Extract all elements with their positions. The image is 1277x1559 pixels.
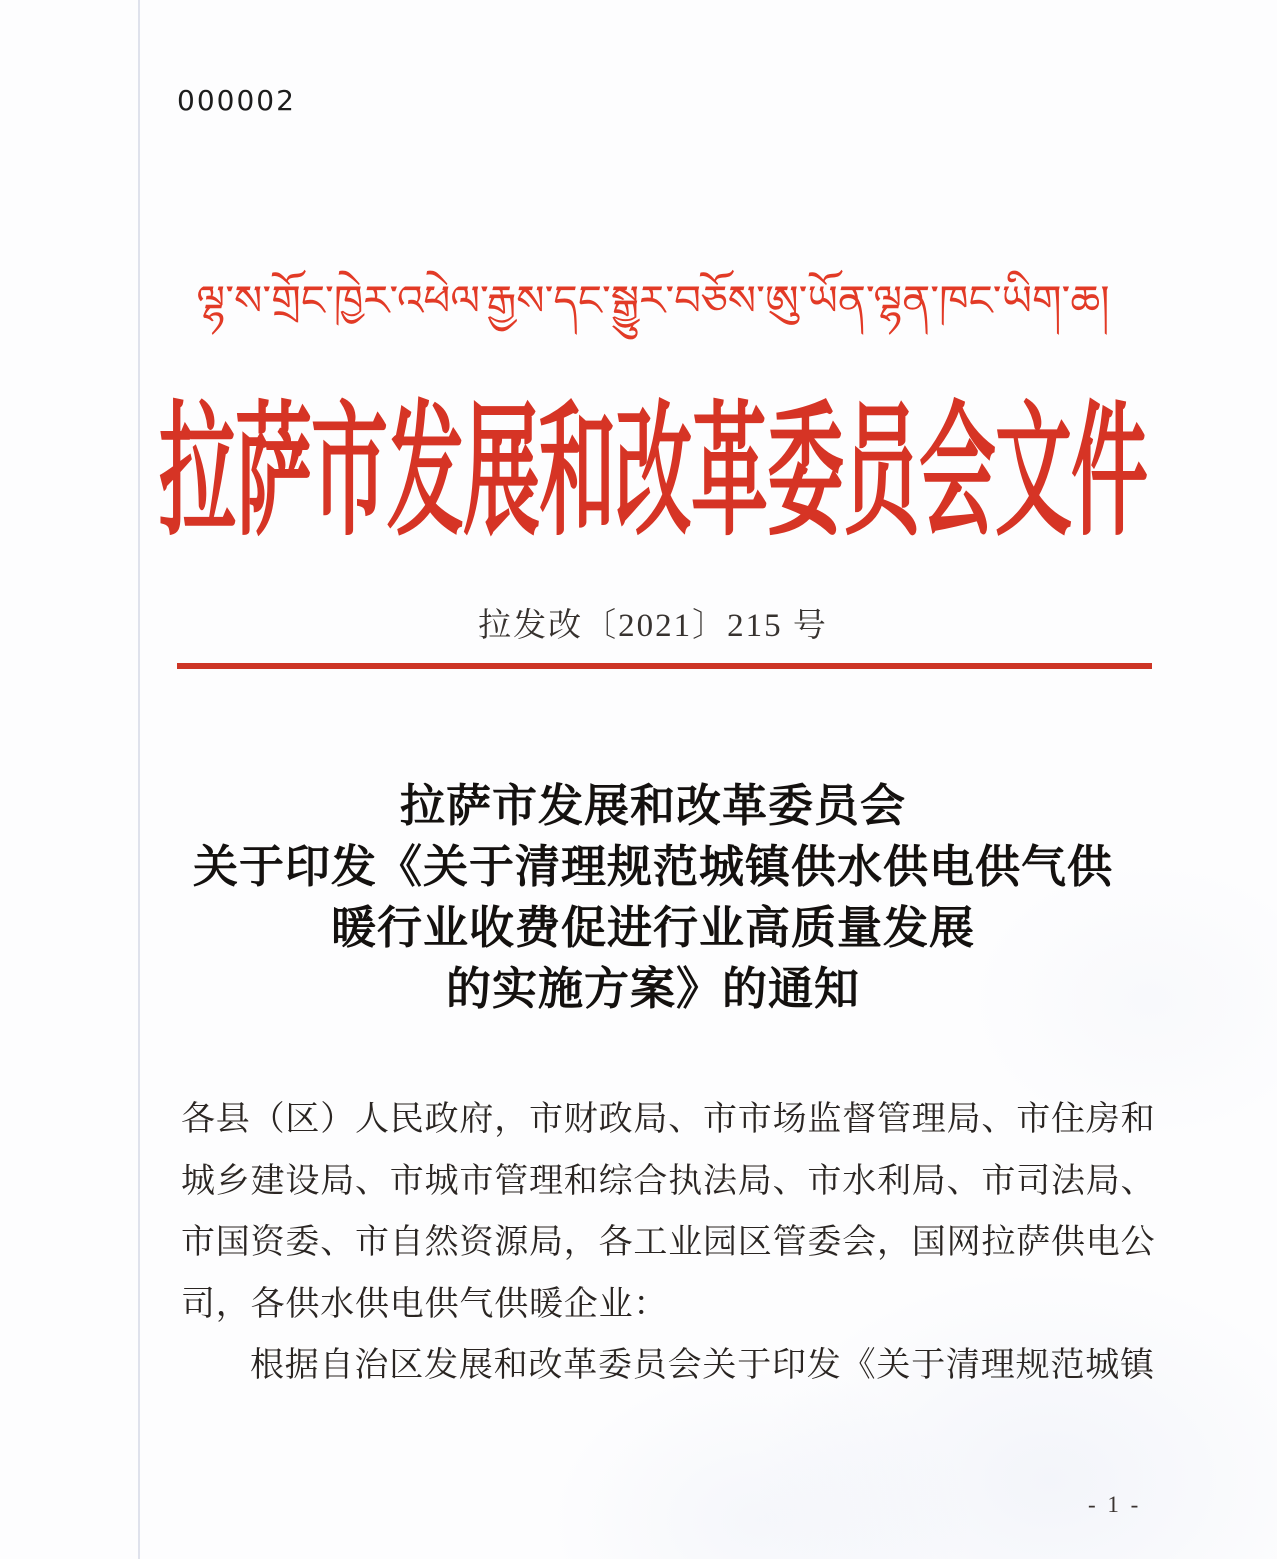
recipient-line: 市国资委、市自然资源局，各工业园区管委会，国网拉萨供电公	[181, 1224, 1156, 1261]
page-number: - 1 -	[1088, 1492, 1142, 1517]
letterhead-red-rule	[177, 663, 1152, 669]
recipient-line: 司，各供水供电供气供暖企业：	[181, 1285, 669, 1323]
notice-body	[181, 1089, 1159, 1397]
notice-title	[151, 776, 1155, 1020]
body-paragraph-line: 根据自治区发展和改革委员会关于印发《关于清理规范城镇	[250, 1347, 1155, 1384]
letterhead-organization-title: 拉萨市发展和改革委员会文件	[159, 391, 1147, 554]
document-reference-number: 拉发改〔2021〕215 号	[478, 608, 828, 644]
recipient-line: 各县（区）人民政府，市财政局、市市场监督管理局、市住房和	[181, 1101, 1156, 1138]
document-serial-number: 000002	[177, 84, 296, 117]
notice-title-line: 的实施方案》的通知	[445, 964, 860, 1014]
notice-title-line: 拉萨市发展和改革委员会	[399, 781, 906, 831]
letterhead-tibetan-title: ལྷ་ས་གྲོང་ཁྱེར་འཕེལ་རྒྱས་དང་སྒྱུར་བཅོས་ཨུ་ཡོན་ལྷན་ཁང་ཡིག་ཆ།	[196, 279, 1110, 325]
notice-title-line: 暖行业收费促进行业高质量发展	[330, 903, 975, 953]
recipient-line: 城乡建设局、市城市管理和综合执法局、市水利局、市司法局、	[181, 1162, 1156, 1200]
notice-title-line: 关于印发《关于清理规范城镇供水供电供气供	[192, 842, 1113, 892]
scan-fold-line	[138, 0, 140, 1559]
